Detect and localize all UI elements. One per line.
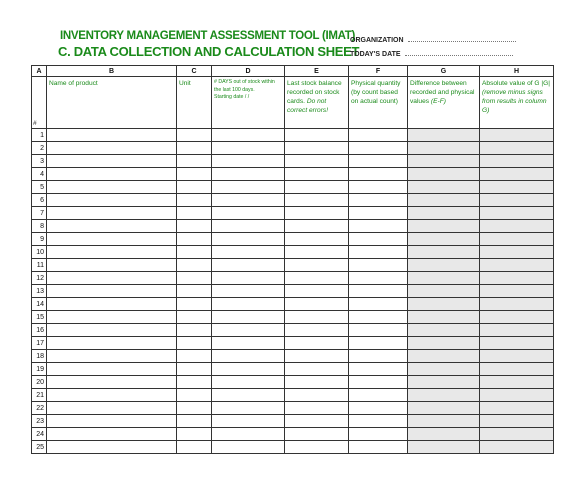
- difference-cell[interactable]: [408, 285, 480, 298]
- physical-qty-cell[interactable]: [349, 298, 408, 311]
- difference-cell[interactable]: [408, 142, 480, 155]
- unit-cell[interactable]: [177, 246, 212, 259]
- difference-cell[interactable]: [408, 181, 480, 194]
- difference-cell[interactable]: [408, 129, 480, 142]
- physical-qty-cell[interactable]: [349, 142, 408, 155]
- header-physical-quantity: Physical quantity (by count based on actual count): [349, 77, 408, 129]
- product-cell[interactable]: [47, 415, 177, 428]
- row-number: 4: [32, 168, 47, 181]
- absolute-value-cell[interactable]: [480, 181, 554, 194]
- unit-cell[interactable]: [177, 142, 212, 155]
- difference-cell[interactable]: [408, 415, 480, 428]
- difference-text: Difference between recorded and physical values: [410, 80, 475, 105]
- days-out-cell[interactable]: [212, 324, 285, 337]
- table-row: [32, 428, 554, 441]
- stock-balance-cell[interactable]: [285, 350, 349, 363]
- product-cell[interactable]: [47, 220, 177, 233]
- product-cell[interactable]: [47, 376, 177, 389]
- todays-date-field[interactable]: [350, 49, 513, 58]
- days-out-cell[interactable]: [212, 298, 285, 311]
- absolute-value-cell[interactable]: [480, 350, 554, 363]
- stock-balance-cell[interactable]: [285, 207, 349, 220]
- table-row: [32, 350, 554, 363]
- days-out-cell[interactable]: [212, 402, 285, 415]
- physical-qty-cell[interactable]: [349, 272, 408, 285]
- days-out-cell[interactable]: [212, 415, 285, 428]
- stock-balance-cell[interactable]: [285, 428, 349, 441]
- table-row: [32, 129, 554, 142]
- row-number: 22: [32, 402, 47, 415]
- product-cell[interactable]: [47, 168, 177, 181]
- header-name-of-product: Name of product: [47, 77, 177, 129]
- table-row: [32, 259, 554, 272]
- todays-date-line: [405, 49, 513, 56]
- table-row: [32, 441, 554, 454]
- table-body: [32, 129, 554, 454]
- product-cell[interactable]: [47, 363, 177, 376]
- todays-date-label: TODAY'S DATE: [350, 51, 401, 58]
- physical-qty-cell[interactable]: [349, 168, 408, 181]
- days-out-cell[interactable]: [212, 194, 285, 207]
- unit-cell[interactable]: [177, 259, 212, 272]
- physical-qty-cell[interactable]: [349, 220, 408, 233]
- product-cell[interactable]: [47, 142, 177, 155]
- unit-cell[interactable]: [177, 441, 212, 454]
- column-header-row: [32, 77, 554, 129]
- row-number: 20: [32, 376, 47, 389]
- stock-balance-cell[interactable]: [285, 155, 349, 168]
- column-letter: E: [285, 66, 349, 77]
- table-row: [32, 194, 554, 207]
- product-cell[interactable]: [47, 155, 177, 168]
- absolute-value-cell[interactable]: [480, 246, 554, 259]
- header-absolute-value: [480, 77, 554, 129]
- last-stock-balance-text: Last stock balance recorded on stock cards.: [287, 80, 342, 105]
- column-letter: F: [349, 66, 408, 77]
- unit-cell[interactable]: [177, 168, 212, 181]
- header-difference: [408, 77, 480, 129]
- unit-cell[interactable]: [177, 415, 212, 428]
- absolute-value-cell[interactable]: [480, 129, 554, 142]
- absolute-value-cell[interactable]: [480, 194, 554, 207]
- column-letter: H: [480, 66, 554, 77]
- absolute-value-cell[interactable]: [480, 415, 554, 428]
- table-row: [32, 220, 554, 233]
- unit-cell[interactable]: [177, 207, 212, 220]
- stock-balance-cell[interactable]: [285, 376, 349, 389]
- days-out-cell[interactable]: [212, 246, 285, 259]
- table-row: [32, 298, 554, 311]
- column-letter: G: [408, 66, 480, 77]
- difference-cell[interactable]: [408, 428, 480, 441]
- stock-balance-cell[interactable]: [285, 298, 349, 311]
- days-out-cell[interactable]: [212, 389, 285, 402]
- unit-cell[interactable]: [177, 233, 212, 246]
- unit-cell[interactable]: [177, 376, 212, 389]
- product-cell[interactable]: [47, 389, 177, 402]
- stock-balance-cell[interactable]: [285, 285, 349, 298]
- days-out-cell[interactable]: [212, 168, 285, 181]
- stock-balance-cell[interactable]: [285, 220, 349, 233]
- starting-date-text: Starting date / /: [214, 94, 250, 101]
- organization-field[interactable]: [350, 35, 516, 44]
- stock-balance-cell[interactable]: [285, 168, 349, 181]
- row-number: 16: [32, 324, 47, 337]
- row-number: 11: [32, 259, 47, 272]
- unit-cell[interactable]: [177, 155, 212, 168]
- difference-cell[interactable]: [408, 350, 480, 363]
- product-cell[interactable]: [47, 337, 177, 350]
- row-number: 1: [32, 129, 47, 142]
- row-number: 3: [32, 155, 47, 168]
- days-out-cell[interactable]: [212, 337, 285, 350]
- physical-qty-cell[interactable]: [349, 233, 408, 246]
- physical-qty-cell[interactable]: [349, 363, 408, 376]
- product-cell[interactable]: [47, 311, 177, 324]
- table-row: [32, 324, 554, 337]
- row-number: 8: [32, 220, 47, 233]
- physical-qty-cell[interactable]: [349, 311, 408, 324]
- difference-cell[interactable]: [408, 220, 480, 233]
- physical-qty-cell[interactable]: [349, 181, 408, 194]
- product-cell[interactable]: [47, 181, 177, 194]
- days-out-cell[interactable]: [212, 441, 285, 454]
- header-unit: Unit: [177, 77, 212, 129]
- days-out-cell[interactable]: [212, 311, 285, 324]
- unit-cell[interactable]: [177, 350, 212, 363]
- table-row: [32, 285, 554, 298]
- tool-title: INVENTORY MANAGEMENT ASSESSMENT TOOL (IMAT): [60, 30, 356, 42]
- product-cell[interactable]: [47, 194, 177, 207]
- difference-cell[interactable]: [408, 324, 480, 337]
- difference-cell[interactable]: [408, 207, 480, 220]
- stock-balance-cell[interactable]: [285, 181, 349, 194]
- physical-qty-cell[interactable]: [349, 246, 408, 259]
- product-cell[interactable]: [47, 285, 177, 298]
- table-row: [32, 168, 554, 181]
- days-out-cell[interactable]: [212, 272, 285, 285]
- unit-cell[interactable]: [177, 402, 212, 415]
- difference-cell[interactable]: [408, 272, 480, 285]
- absolute-value-cell[interactable]: [480, 363, 554, 376]
- physical-qty-cell[interactable]: [349, 207, 408, 220]
- row-number: 14: [32, 298, 47, 311]
- stock-balance-cell[interactable]: [285, 324, 349, 337]
- absolute-value-cell[interactable]: [480, 324, 554, 337]
- product-cell[interactable]: [47, 207, 177, 220]
- absolute-value-cell[interactable]: [480, 285, 554, 298]
- stock-balance-cell[interactable]: [285, 415, 349, 428]
- product-cell[interactable]: [47, 272, 177, 285]
- physical-qty-cell[interactable]: [349, 337, 408, 350]
- sheet-title: C. DATA COLLECTION AND CALCULATION SHEET: [58, 44, 360, 59]
- product-cell[interactable]: [47, 428, 177, 441]
- row-number: 19: [32, 363, 47, 376]
- row-number: 15: [32, 311, 47, 324]
- column-letter: B: [47, 66, 177, 77]
- difference-cell[interactable]: [408, 194, 480, 207]
- row-number: 6: [32, 194, 47, 207]
- absolute-value-note: (remove minus signs from results in column G): [482, 89, 547, 114]
- table-row: [32, 233, 554, 246]
- absolute-value-cell[interactable]: [480, 155, 554, 168]
- table-row: [32, 142, 554, 155]
- absolute-value-cell[interactable]: [480, 376, 554, 389]
- table-row: [32, 415, 554, 428]
- table-row: [32, 389, 554, 402]
- row-number: 12: [32, 272, 47, 285]
- absolute-value-cell[interactable]: [480, 298, 554, 311]
- days-out-cell[interactable]: [212, 285, 285, 298]
- row-number: 7: [32, 207, 47, 220]
- days-out-cell[interactable]: [212, 142, 285, 155]
- table-row: [32, 272, 554, 285]
- days-out-cell[interactable]: [212, 259, 285, 272]
- row-number: 17: [32, 337, 47, 350]
- unit-cell[interactable]: [177, 298, 212, 311]
- physical-qty-cell[interactable]: [349, 441, 408, 454]
- header-last-stock-balance: [285, 77, 349, 129]
- table-row: [32, 181, 554, 194]
- product-cell[interactable]: [47, 350, 177, 363]
- stock-balance-cell[interactable]: [285, 129, 349, 142]
- physical-qty-cell[interactable]: [349, 428, 408, 441]
- unit-cell[interactable]: [177, 311, 212, 324]
- unit-cell[interactable]: [177, 428, 212, 441]
- absolute-value-cell[interactable]: [480, 168, 554, 181]
- stock-balance-cell[interactable]: [285, 272, 349, 285]
- stock-balance-cell[interactable]: [285, 389, 349, 402]
- table-row: [32, 363, 554, 376]
- row-number: 21: [32, 389, 47, 402]
- product-cell[interactable]: [47, 233, 177, 246]
- stock-balance-cell[interactable]: [285, 233, 349, 246]
- unit-cell[interactable]: [177, 194, 212, 207]
- stock-balance-cell[interactable]: [285, 337, 349, 350]
- unit-cell[interactable]: [177, 363, 212, 376]
- stock-balance-cell[interactable]: [285, 246, 349, 259]
- stock-balance-cell[interactable]: [285, 259, 349, 272]
- table-row: [32, 246, 554, 259]
- days-out-cell[interactable]: [212, 376, 285, 389]
- product-cell[interactable]: [47, 298, 177, 311]
- difference-cell[interactable]: [408, 363, 480, 376]
- days-out-cell[interactable]: [212, 363, 285, 376]
- product-cell[interactable]: [47, 246, 177, 259]
- stock-balance-cell[interactable]: [285, 311, 349, 324]
- difference-cell[interactable]: [408, 402, 480, 415]
- unit-cell[interactable]: [177, 181, 212, 194]
- difference-cell[interactable]: [408, 233, 480, 246]
- absolute-value-cell[interactable]: [480, 259, 554, 272]
- absolute-value-cell[interactable]: [480, 428, 554, 441]
- physical-qty-cell[interactable]: [349, 129, 408, 142]
- days-out-cell[interactable]: [212, 233, 285, 246]
- difference-formula: (E-F): [430, 98, 446, 105]
- difference-cell[interactable]: [408, 155, 480, 168]
- absolute-value-cell[interactable]: [480, 233, 554, 246]
- unit-cell[interactable]: [177, 389, 212, 402]
- absolute-value-cell[interactable]: [480, 441, 554, 454]
- row-number: 5: [32, 181, 47, 194]
- days-out-cell[interactable]: [212, 428, 285, 441]
- absolute-value-cell[interactable]: [480, 311, 554, 324]
- physical-qty-cell[interactable]: [349, 155, 408, 168]
- product-cell[interactable]: [47, 259, 177, 272]
- physical-qty-cell[interactable]: [349, 259, 408, 272]
- row-number: 25: [32, 441, 47, 454]
- table-row: [32, 402, 554, 415]
- physical-qty-cell[interactable]: [349, 324, 408, 337]
- absolute-value-text: Absolute value of G |G|: [482, 80, 550, 87]
- unit-cell[interactable]: [177, 272, 212, 285]
- difference-cell[interactable]: [408, 376, 480, 389]
- difference-cell[interactable]: [408, 441, 480, 454]
- absolute-value-cell[interactable]: [480, 389, 554, 402]
- row-number: 2: [32, 142, 47, 155]
- row-number: 24: [32, 428, 47, 441]
- column-letter-row: [32, 66, 554, 77]
- difference-cell[interactable]: [408, 389, 480, 402]
- unit-cell[interactable]: [177, 129, 212, 142]
- difference-cell[interactable]: [408, 298, 480, 311]
- stock-balance-cell[interactable]: [285, 441, 349, 454]
- do-not-correct-note: Do not correct errors!: [287, 98, 329, 114]
- physical-qty-cell[interactable]: [349, 350, 408, 363]
- product-cell[interactable]: [47, 129, 177, 142]
- unit-cell[interactable]: [177, 285, 212, 298]
- absolute-value-cell[interactable]: [480, 272, 554, 285]
- unit-cell[interactable]: [177, 337, 212, 350]
- row-number: 23: [32, 415, 47, 428]
- table-row: [32, 155, 554, 168]
- difference-cell[interactable]: [408, 246, 480, 259]
- stock-balance-cell[interactable]: [285, 402, 349, 415]
- unit-cell[interactable]: [177, 324, 212, 337]
- product-cell[interactable]: [47, 324, 177, 337]
- days-out-cell[interactable]: [212, 207, 285, 220]
- days-out-cell[interactable]: [212, 129, 285, 142]
- absolute-value-cell[interactable]: [480, 337, 554, 350]
- row-number-header: #: [32, 77, 47, 129]
- stock-balance-cell[interactable]: [285, 363, 349, 376]
- stock-balance-cell[interactable]: [285, 194, 349, 207]
- organization-line: [408, 35, 516, 42]
- days-out-cell[interactable]: [212, 155, 285, 168]
- days-out-cell[interactable]: [212, 181, 285, 194]
- header-days-out-of-stock: [212, 77, 285, 129]
- table-row: [32, 376, 554, 389]
- table-row: [32, 207, 554, 220]
- table-row: [32, 337, 554, 350]
- days-out-cell[interactable]: [212, 220, 285, 233]
- physical-qty-cell[interactable]: [349, 415, 408, 428]
- absolute-value-cell[interactable]: [480, 207, 554, 220]
- physical-qty-cell[interactable]: [349, 285, 408, 298]
- table-row: [32, 311, 554, 324]
- physical-qty-cell[interactable]: [349, 376, 408, 389]
- column-letter: C: [177, 66, 212, 77]
- data-collection-table: [31, 65, 554, 454]
- days-out-cell[interactable]: [212, 350, 285, 363]
- days-out-of-stock-text: # DAYS out of stock within the last 100 days.: [214, 79, 275, 93]
- unit-cell[interactable]: [177, 220, 212, 233]
- column-letter: A: [32, 66, 47, 77]
- physical-qty-cell[interactable]: [349, 402, 408, 415]
- physical-qty-cell[interactable]: [349, 389, 408, 402]
- stock-balance-cell[interactable]: [285, 142, 349, 155]
- column-letter: D: [212, 66, 285, 77]
- row-number: 10: [32, 246, 47, 259]
- product-cell[interactable]: [47, 402, 177, 415]
- row-number: 13: [32, 285, 47, 298]
- absolute-value-cell[interactable]: [480, 142, 554, 155]
- organization-label: ORGANIZATION: [350, 37, 404, 44]
- product-cell[interactable]: [47, 441, 177, 454]
- absolute-value-cell[interactable]: [480, 220, 554, 233]
- difference-cell[interactable]: [408, 337, 480, 350]
- absolute-value-cell[interactable]: [480, 402, 554, 415]
- row-number: 9: [32, 233, 47, 246]
- physical-qty-cell[interactable]: [349, 194, 408, 207]
- difference-cell[interactable]: [408, 311, 480, 324]
- difference-cell[interactable]: [408, 168, 480, 181]
- difference-cell[interactable]: [408, 259, 480, 272]
- row-number: 18: [32, 350, 47, 363]
